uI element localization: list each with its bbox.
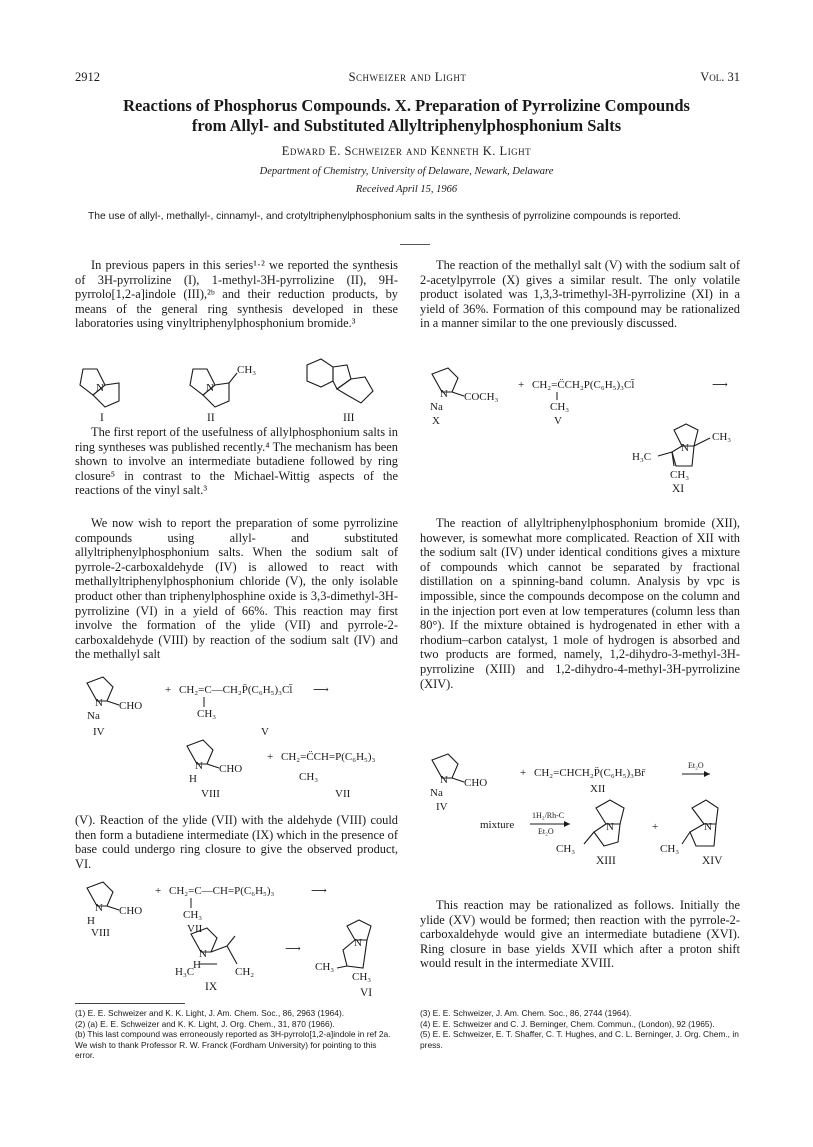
structure-iii	[307, 359, 373, 403]
cho-label: CHO	[219, 763, 243, 775]
volume-label: Vol. 31	[700, 70, 740, 84]
scheme-iv-plus-v	[75, 673, 398, 741]
nitrogen-label: N	[440, 388, 448, 400]
authors: Edward E. Schweizer and Kenneth K. Light	[281, 144, 532, 158]
ch2-label: CH₂	[235, 966, 255, 978]
cho-label: CHO	[119, 700, 143, 712]
pyrrole-ring	[187, 740, 219, 768]
page-number: 2912	[75, 70, 100, 84]
nitrogen-label: N	[195, 760, 203, 772]
sodium-label: Na	[87, 710, 100, 722]
running-title: Schweizer and Light	[348, 70, 467, 84]
structure-xiii	[584, 800, 624, 846]
title-line-1: Reactions of Phosphorus Compounds. X. Preparation of Pyrrolizine Compounds	[123, 96, 690, 115]
footnote-4: (4) E. E. Schweizer and C. J. Berninger, Chem. Commun., (London), 92 (1965).	[420, 1018, 715, 1029]
col2-paragraph-3: This reaction may be rationalized as follows. Initially the ylide (XV) would be formed; then reaction with the pyrrole-2-carboxaldehyde would give an intermediate butadiene (XVI). Ring closure in base yields XVII which after a proton shift would result in the intermediate XVIII.	[420, 898, 740, 971]
hydrogen-label: H	[193, 959, 201, 971]
label-viii: VIII	[91, 927, 110, 939]
scheme-ix-to-vi	[75, 880, 398, 998]
plus-sign: +	[518, 379, 525, 391]
methyl-label: CH₃	[183, 909, 203, 921]
title-line-2: from Allyl- and Substituted Allyltriphenylphosphonium Salts	[191, 116, 622, 135]
nitrogen-label: N	[95, 902, 103, 914]
scheme-structures-i-ii-iii	[75, 355, 398, 423]
abstract-divider	[400, 244, 430, 245]
affiliation: Department of Chemistry, University of Delaware, Newark, Delaware	[259, 166, 554, 177]
pyrrole-ring	[432, 754, 464, 782]
hydrogen-label: H	[87, 915, 95, 927]
abstract: The use of allyl-, methallyl-, cinnamyl-, and crotyltriphenylphosphonium salts in the synthesis of pyrrolizine compounds is reported.	[88, 211, 681, 222]
pyrrole-ring	[87, 882, 119, 910]
label-vii: VII	[335, 788, 351, 800]
ylide-reagent: CH₂=C̈CH=P(C₆H₅)₃	[281, 751, 376, 763]
ylide-reagent: CH₂=C—CH=P(C₆H₅)₃	[169, 885, 275, 897]
col1-paragraph-1: In previous papers in this series¹·² we reported the synthesis of 3H-pyrrolizine (I), 1-methyl-3H-pyrrolizine (II), 9H-pyrrolo[1,2-a]indole (III),²ᵇ and their reduction products, by means of the general ring synthesis developed in these laboratories using vinyltriphenylphosphonium bromide.³	[75, 258, 398, 331]
h3c-label: H₃C	[175, 966, 195, 978]
article-title	[60, 96, 753, 136]
footnote-5: (5) E. E. Schweizer, E. T. Shaffer, C. T. Hughes, and C. L. Berninger, J. Org. Chem., in press.	[420, 1029, 739, 1050]
reaction-arrow-head	[704, 771, 710, 777]
label-i: I	[100, 412, 104, 424]
pyrrole-ring	[87, 677, 119, 705]
methyl-label: CH₃	[670, 469, 690, 481]
col1-paragraph-2: The first report of the usefulness of allylphosphonium salts in ring syntheses was published recently.⁴ The mechanism has been shown to involve an intermediate butadiene followed by ring closure⁵ in contrast to the Michael-Wittig aspects of the reactions of the vinyl salt.³	[75, 425, 398, 498]
label-viii: VIII	[201, 788, 220, 800]
h3c-label: H₃C	[632, 451, 652, 463]
received-date: Received April 15, 1966	[355, 184, 458, 195]
methyl-label: CH₃	[352, 971, 372, 983]
methyl-label: CH₃	[237, 364, 257, 376]
methyl-label: CH₃	[556, 843, 576, 855]
sodium-label: Na	[430, 787, 443, 799]
plus-sign: +	[155, 885, 162, 897]
mixture-label: mixture	[480, 819, 515, 831]
nitrogen-label: N	[96, 382, 104, 394]
col1-paragraph-4: (V). Reaction of the ylide (VII) with the aldehyde (VIII) could then form a butadiene intermediate (IX) which in the presence of base could undergo ring closure to give the observed product, VI.	[75, 813, 398, 871]
label-vi: VI	[360, 987, 373, 999]
label-xii: XII	[590, 783, 606, 795]
reaction-arrow: ⟶	[311, 885, 327, 897]
footnote-2: (2) (a) E. E. Schweizer and K. K. Light, J. Org. Chem., 31, 870 (1966).	[75, 1018, 335, 1029]
plus-sign: +	[267, 751, 274, 763]
footnote-2b: (b) This last compound was erroneously reported as 3H-pyrrolo[1,2-a]indole in ref 2a. We wish to thank Professor R. W. Franck (Fordham University) for pointing to this error.	[75, 1029, 391, 1060]
methyl-label: CH₃	[197, 708, 217, 720]
reaction-arrow: ⟶	[285, 943, 301, 955]
ether-label: Et₂O	[538, 827, 554, 836]
footnote-divider	[75, 1003, 185, 1004]
label-ii: II	[207, 412, 215, 424]
running-header	[75, 70, 740, 86]
col1-paragraph-3: We now wish to report the preparation of some pyrrolizine compounds using allyl- and substituted allyltriphenylphosphonium salts. When the sodium salt of pyrrole-2-carboxaldehyde (IV) is allowed to react with methallyltriphenylphosphonium chloride (V), the only isolable product other than triphenylphosphine oxide is 3,3-dimethyl-3H-pyrrolizine (VI) in a yield of 66%. This reaction may first involve the formation of the ylide (VII) and pyrrole-2-carboxaldehyde (VIII) by reaction of the sodium salt (IV) and the methallyl salt	[75, 516, 398, 662]
hydrogen-label: H	[189, 773, 197, 785]
plus-sign: +	[165, 684, 172, 696]
acetyl-label: COCH₃	[464, 391, 499, 403]
label-x: X	[432, 415, 440, 427]
plus-sign: +	[652, 821, 659, 833]
label-iv: IV	[436, 801, 448, 813]
label-xiv: XIV	[702, 855, 723, 867]
nitrogen-label: N	[199, 948, 207, 960]
scheme-viii-plus-vii	[175, 740, 398, 800]
footnotes-left	[75, 1008, 398, 1061]
footnote-3: (3) E. E. Schweizer, J. Am. Chem. Soc., 86, 2744 (1964).	[420, 1008, 632, 1018]
nitrogen-label: N	[95, 697, 103, 709]
ether-label: Et₂O	[688, 761, 704, 770]
methyl-label: CH₃	[315, 961, 335, 973]
col2-paragraph-2: The reaction of allyltriphenylphosphonium bromide (XII), however, is somewhat more complicated. Reaction of XII with the sodium salt (IV) under identical conditions gives a mixture of compounds which cannot be separated by fractional distillation on a spinning-band column. Analysis by vpc is impossible, since the compounds decompose on the column and in the injection port even at low temperatures (column less than 80°). If the mixture obtained is hydrogenated in ether with a rhodium–carbon catalyst, 1 mole of hydrogen is absorbed and two products are formed, namely, 1,2-dihydro-3-methyl-3H-pyrrolizine (XIII) and 1,2-dihydro-4-methyl-3H-pyrrolizine (XIV).	[420, 516, 740, 691]
nitrogen-label: N	[704, 821, 712, 833]
label-v: V	[261, 726, 269, 738]
nitrogen-label: N	[206, 382, 214, 394]
reaction-arrow: ⟶	[313, 684, 329, 696]
reaction-arrow: ⟶	[712, 379, 728, 391]
nitrogen-label: N	[354, 937, 362, 949]
structure-xiv	[682, 800, 718, 846]
footnotes-right	[420, 1008, 740, 1050]
pyrrole-ring	[432, 368, 464, 396]
methyl-label: CH₃	[299, 771, 319, 783]
scheme-x-plus-v-to-xi	[420, 358, 740, 498]
scheme-iv-plus-xii-to-xiii-xiv	[420, 752, 740, 872]
label-ix: IX	[205, 981, 218, 993]
label-vii: VII	[187, 923, 203, 935]
allyl-reagent: CH₂=CHCH₂P̈(C₆H₅)₃Br̄	[534, 767, 645, 779]
footnote-1: (1) E. E. Schweizer and K. K. Light, J. Am. Chem. Soc., 86, 2963 (1964).	[75, 1008, 345, 1018]
sodium-label: Na	[430, 401, 443, 413]
label-v: V	[554, 415, 562, 427]
label-iii: III	[343, 412, 355, 424]
nitrogen-label: N	[440, 774, 448, 786]
methallyl-reagent: CH₂=C̈CH₂P(C₆H₅)₃Cl̄	[532, 379, 635, 391]
nitrogen-label: N	[681, 442, 689, 454]
label-iv: IV	[93, 726, 105, 738]
methallyl-reagent: CH₂=C—CH₂P̄(C₆H₅)₃Cl̄	[179, 684, 293, 696]
methyl-label: CH₃	[660, 843, 680, 855]
col2-paragraph-1: The reaction of the methallyl salt (V) with the sodium salt of 2-acetylpyrrole (X) gives a similar result. The only volatile product isolated was 1,3,3-trimethyl-3H-pyrrolizine (XI) in a yield of 36%. Formation of this compound may be rationalized in a manner similar to the one previously discussed.	[420, 258, 740, 331]
hydrogenation-conditions: 1H₂/Rh-C	[532, 811, 565, 820]
methyl-label: CH₃	[550, 401, 570, 413]
cho-label: CHO	[119, 905, 143, 917]
label-xiii: XIII	[596, 855, 616, 867]
nitrogen-label: N	[606, 821, 614, 833]
plus-sign: +	[520, 767, 527, 779]
methyl-label: CH₃	[712, 431, 732, 443]
label-xi: XI	[672, 483, 685, 495]
cho-label: CHO	[464, 777, 488, 789]
